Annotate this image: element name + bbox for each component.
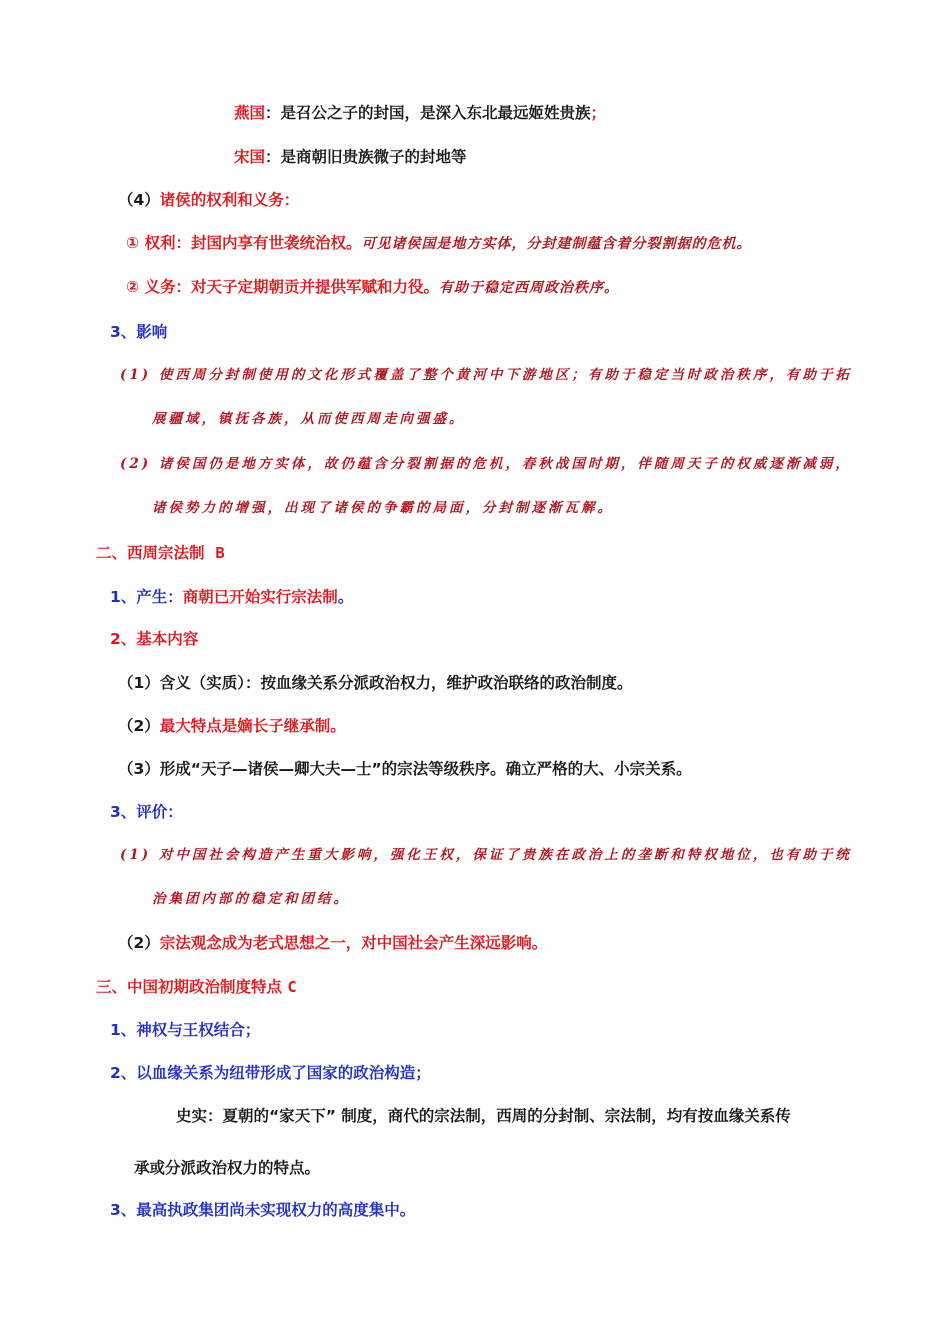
content-3: （3）形成“天子—诸侯—卿大夫—士”的宗法等级秩序。确立严格的大、小宗关系。 bbox=[118, 760, 692, 778]
duty-title: ② 义务：对天子定期朝贡并提供军赋和力役。 bbox=[126, 278, 440, 296]
origin-label: 1、产生： bbox=[110, 588, 183, 606]
right-note: 可见诸侯国是地方实体，分封建制蕴含着分裂割据的危机。 bbox=[361, 236, 752, 252]
song-text: ：是商朝旧贵族微子的封地等 bbox=[265, 148, 467, 166]
evaluation-2-text: 宗法观念成为老式思想之一，对中国社会产生深远影响。 bbox=[159, 934, 548, 952]
p4-num: （4） bbox=[118, 191, 160, 209]
yan-end: ； bbox=[590, 104, 607, 122]
duty-line bbox=[126, 277, 619, 298]
right-title: ① 权利：封国内享有世袭统治权。 bbox=[126, 234, 362, 252]
feature-3: 3、最高执政集团尚未实现权力的高度集中。 bbox=[110, 1201, 416, 1219]
feature-2: 2、以血缘关系为纽带形成了国家的政治构造； bbox=[110, 1064, 431, 1082]
content-2-text: 最大特点是嫡长子继承制。 bbox=[159, 717, 346, 735]
content-2-num: （2） bbox=[118, 717, 160, 735]
content-title: 2、基本内容 bbox=[110, 630, 199, 648]
origin-end: 。 bbox=[337, 588, 354, 606]
yan-label: 燕国 bbox=[234, 104, 266, 122]
evaluation-2 bbox=[118, 933, 547, 953]
evaluation-1b: 治集团内部的稳定和团结。 bbox=[152, 891, 350, 907]
feature-2-fact-a: 史实：夏朝的“家天下” 制度，商代的宗法制，西周的分封制、宗法制，均有按血缘关系传 bbox=[176, 1107, 791, 1125]
influence-2b: 诸侯势力的增强，出现了诸侯的争霸的局面，分封制逐渐瓦解。 bbox=[152, 500, 614, 516]
feature-1: 1、神权与王权结合； bbox=[110, 1021, 261, 1039]
song-label: 宋国 bbox=[234, 148, 266, 166]
content-1: （1）含义（实质）：按血缘关系分派政治权力，维护政治联络的政治制度。 bbox=[118, 674, 633, 692]
content-2 bbox=[118, 716, 346, 736]
heading-2-text: 二、西周宗法制 bbox=[96, 544, 205, 562]
influence-2a: (2) 诸侯国仍是地方实体，故仍蕴含分裂割据的危机，春秋战国时期，伴随周天子的权威逐渐减弱， bbox=[120, 456, 852, 472]
feature-2-fact-b: 承或分派政治权力的特点。 bbox=[134, 1159, 321, 1177]
influence-1a: (1) 使西周分封制使用的文化形式覆盖了整个黄河中下游地区；有助于稳定当时政治秩序，有助于拓 bbox=[120, 367, 852, 383]
p4-title: 诸侯的权利和义务： bbox=[159, 191, 300, 209]
p4-line bbox=[118, 190, 299, 210]
heading-2-letter: B bbox=[215, 544, 225, 562]
heading-3-text: 三、中国初期政治制度特点 bbox=[96, 978, 283, 996]
yan-line bbox=[234, 103, 606, 123]
heading-3-letter: C bbox=[287, 978, 297, 996]
evaluation-2-num: （2） bbox=[118, 934, 160, 952]
origin-line bbox=[110, 587, 353, 607]
influence-1b: 展疆域，镇抚各族，从而使西周走向强盛。 bbox=[152, 411, 466, 427]
origin-text: 商朝已开始实行宗法制 bbox=[182, 588, 338, 606]
heading-3 bbox=[96, 977, 297, 997]
duty-note: 有助于稳定西周政治秩序。 bbox=[439, 280, 620, 296]
section-3-title: 3、影响 bbox=[110, 323, 168, 341]
song-line bbox=[234, 147, 467, 167]
heading-2 bbox=[96, 543, 225, 563]
yan-text: ：是召公之子的封国，是深入东北最远姬姓贵族 bbox=[265, 104, 591, 122]
evaluation-1a: (1) 对中国社会构造产生重大影响，强化王权，保证了贵族在政治上的垄断和特权地位，也有助于统 bbox=[120, 847, 852, 863]
right-line bbox=[126, 233, 752, 254]
evaluation-title: 3、评价： bbox=[110, 803, 183, 821]
